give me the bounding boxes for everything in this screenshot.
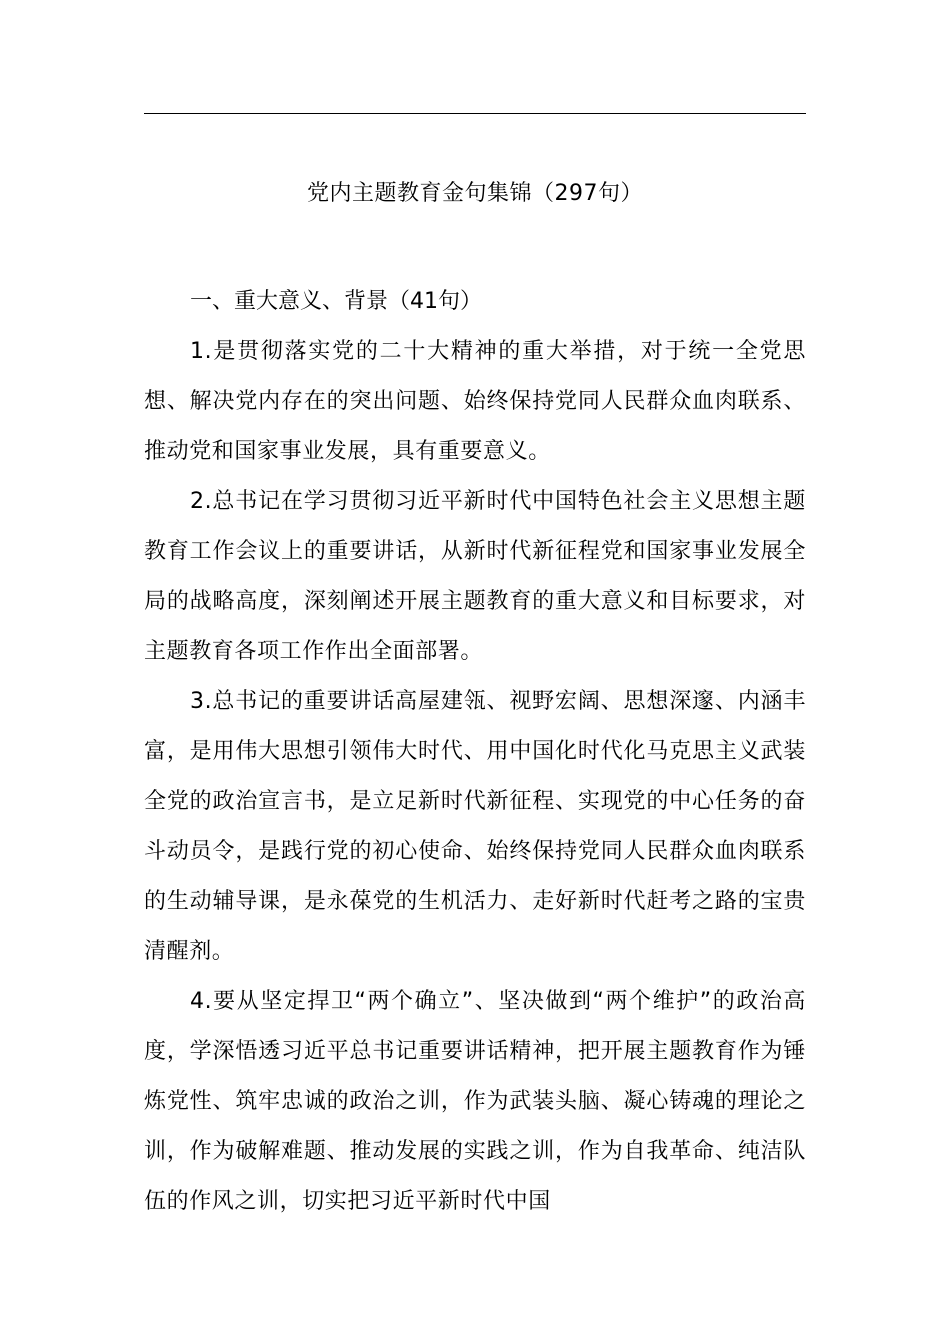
paragraph-3: 3.总书记的重要讲话高屋建瓴、视野宏阔、思想深邃、内涵丰富，是用伟大思想引领伟大时代、用中国化时代化马克思主义武装全党的政治宣言书，是立足新时代新征程、实现党的中心任务的奋斗动员令，是践行党的初心使命、始终保持党同人民群众血肉联系的生动辅导课，是永葆党的生机活力、走好新时代赶考之路的宝贵清醒剂。 bbox=[144, 689, 806, 964]
paragraph-1: 1.是贯彻落实党的二十大精神的重大举措，对于统一全党思想、解决党内存在的突出问题、始终保持党同人民群众血肉联系、推动党和国家事业发展，具有重要意义。 bbox=[144, 339, 806, 464]
document-title: 党内主题教育金句集锦（297句） bbox=[307, 181, 643, 206]
section-heading: 一、重大意义、背景（41句） bbox=[190, 289, 482, 314]
header-rule bbox=[144, 113, 806, 114]
paragraph-2: 2.总书记在学习贯彻习近平新时代中国特色社会主义思想主题教育工作会议上的重要讲话，从新时代新征程党和国家事业发展全局的战略高度，深刻阐述开展主题教育的重大意义和目标要求，对主题教育各项工作作出全面部署。 bbox=[144, 489, 806, 664]
document-body bbox=[144, 277, 806, 1227]
paragraph-4: 4.要从坚定捍卫“两个确立”、坚决做到“两个维护”的政治高度，学深悟透习近平总书记重要讲话精神，把开展主题教育作为锤炼党性、筑牢忠诚的政治之训，作为武装头脑、凝心铸魂的理论之训，作为破解难题、推动发展的实践之训，作为自我革命、纯洁队伍的作风之训，切实把习近平新时代中国 bbox=[144, 989, 806, 1214]
